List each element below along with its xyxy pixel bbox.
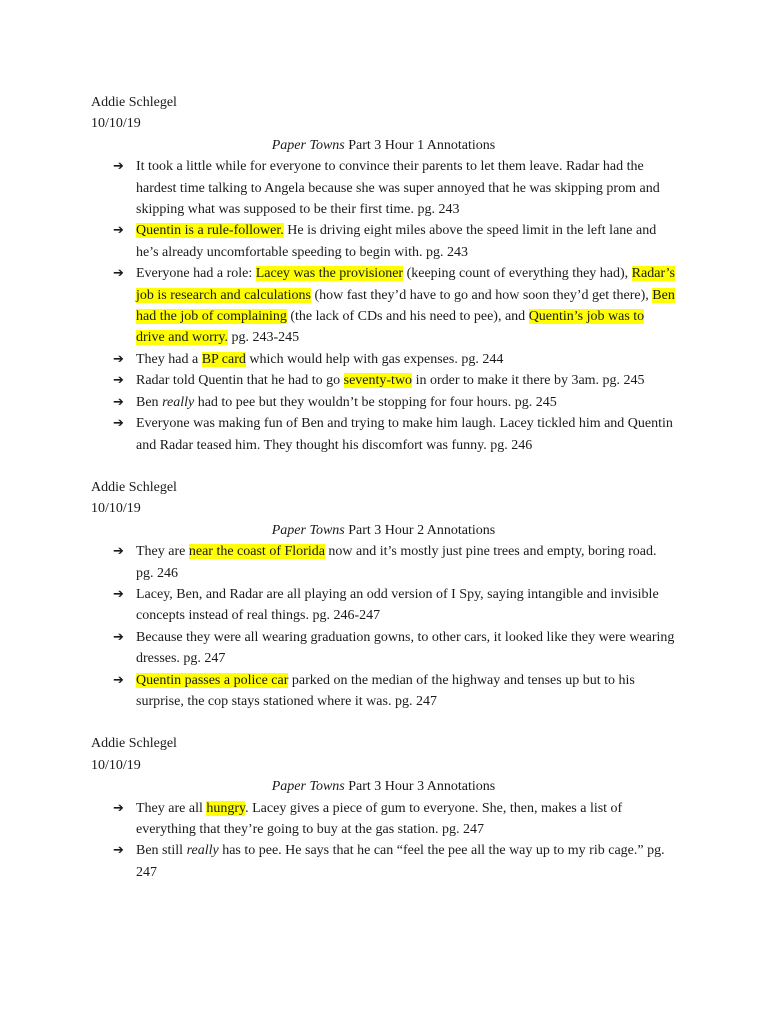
list-item (91, 541, 676, 584)
annotation-text: They are (136, 544, 189, 560)
date: 10/10/19 (91, 501, 141, 517)
annotation-text: Ben (136, 394, 163, 410)
list-item (91, 798, 676, 841)
list-item (91, 392, 676, 413)
annotation-text: now and it’s mostly just pine trees and empty, boring road. pg. 246 (136, 544, 657, 581)
highlighted-text: Quentin is a rule-follower. (136, 223, 284, 239)
annotation-section-1 (91, 92, 676, 456)
annotation-section-2 (91, 477, 676, 712)
annotation-text: parked on the median of the highway and tenses up but to his surprise, the cop stays stationed where it was. pg. 247 (136, 672, 635, 709)
highlighted-text: seventy-two (343, 373, 413, 389)
highlighted-text: BP card (201, 351, 246, 367)
section-title-rest: Part 3 Hour 1 Annotations (344, 137, 496, 153)
annotation-text: (the lack of CDs and his need to pee), and (286, 309, 529, 325)
list-item (91, 413, 676, 456)
arrow-right-icon: ➔ (113, 394, 124, 410)
arrow-right-icon: ➔ (113, 159, 124, 175)
section-title (91, 776, 676, 797)
list-item (91, 349, 676, 370)
list-item (91, 627, 676, 670)
date: 10/10/19 (91, 116, 141, 132)
emphasis-text: really (186, 843, 219, 859)
annotation-text: They had a (136, 351, 202, 367)
section-title (91, 135, 676, 156)
annotation-text: has to pee. He says that he can “feel the pee all the way up to my rib cage.” pg. 247 (136, 843, 665, 880)
annotation-text: Lacey, Ben, and Radar are all playing an odd version of I Spy, saying intangible and invisible concepts instead of real things. pg. 246-247 (136, 586, 659, 624)
annotation-text: Everyone had a role: (136, 266, 256, 282)
arrow-right-icon: ➔ (113, 800, 124, 816)
book-title: Paper Towns (271, 779, 345, 795)
arrow-right-icon: ➔ (113, 351, 124, 367)
arrow-right-icon: ➔ (113, 266, 124, 282)
author-name: Addie Schlegel (91, 479, 177, 495)
section-title-rest: Part 3 Hour 3 Annotations (344, 779, 496, 795)
arrow-right-icon: ➔ (113, 223, 124, 239)
annotation-text: Radar told Quentin that he had to go (136, 373, 344, 389)
highlighted-text: Radar’s job is research and calculations (136, 266, 675, 303)
annotation-section-3 (91, 733, 676, 883)
annotation-text: which would help with gas expenses. pg. 244 (245, 351, 504, 367)
annotation-text: He is driving eight miles above the speed limit in the left lane and he’s already uncomfortable speeding to begin with. pg. 243 (136, 223, 657, 260)
arrow-right-icon: ➔ (113, 416, 124, 432)
annotation-text: Ben still (136, 843, 187, 859)
annotation-text: They are all (136, 800, 207, 816)
section-title (91, 520, 676, 541)
annotation-text: had to pee but they wouldn’t be stopping for four hours. pg. 245 (194, 394, 557, 410)
arrow-right-icon: ➔ (113, 843, 124, 859)
annotation-text: in order to make it there by 3am. pg. 245 (412, 373, 645, 389)
annotation-list (91, 156, 676, 456)
highlighted-text: Quentin’s job was to drive and worry. (136, 309, 645, 346)
annotation-text: It took a little while for everyone to convince their parents to let them leave. Radar had the hardest time talking to Angela because she was super annoyed that he was skipping prom and skipping what was supposed to be their first time. pg. 243 (136, 159, 660, 218)
list-item (91, 263, 676, 349)
arrow-right-icon: ➔ (113, 586, 124, 602)
author-name: Addie Schlegel (91, 95, 177, 110)
highlighted-text: Lacey was the provisioner (255, 266, 404, 282)
arrow-right-icon: ➔ (113, 544, 124, 560)
annotation-text: Because they were all wearing graduation gowns, to other cars, it looked like they were wearing dresses. pg. 247 (136, 629, 675, 667)
annotation-text: Everyone was making fun of Ben and trying to make him laugh. Lacey tickled him and Quentin and Radar teased him. They thought his discomfort was funny. pg. 246 (136, 416, 673, 453)
annotation-list (91, 798, 676, 884)
book-title: Paper Towns (271, 137, 345, 153)
section-title-rest: Part 3 Hour 2 Annotations (344, 522, 496, 538)
arrow-right-icon: ➔ (113, 373, 124, 389)
list-item (91, 584, 676, 627)
book-title: Paper Towns (271, 522, 345, 538)
annotation-text: (how fast they’d have to go and how soon they’d get there), (310, 287, 653, 303)
emphasis-text: really (162, 394, 195, 410)
list-item (91, 670, 676, 713)
annotation-text: . Lacey gives a piece of gum to everyone. She, then, makes a list of everything that they’re going to buy at the gas station. pg. 247 (136, 800, 623, 837)
highlighted-text: Quentin passes a police car (136, 672, 289, 688)
highlighted-text: Ben had the job of complaining (136, 287, 675, 325)
highlighted-text: near the coast of Florida (188, 544, 325, 560)
author-name: Addie Schlegel (91, 736, 177, 752)
list-item (91, 840, 676, 883)
highlighted-text: hungry (206, 800, 246, 816)
arrow-right-icon: ➔ (113, 629, 124, 645)
list-item (91, 220, 676, 263)
annotation-text: (keeping count of everything they had), (403, 266, 632, 282)
list-item (91, 370, 676, 391)
annotation-text: pg. 243-245 (228, 330, 300, 346)
date: 10/10/19 (91, 757, 141, 773)
annotation-list (91, 541, 676, 712)
list-item (91, 156, 676, 220)
arrow-right-icon: ➔ (113, 672, 124, 688)
